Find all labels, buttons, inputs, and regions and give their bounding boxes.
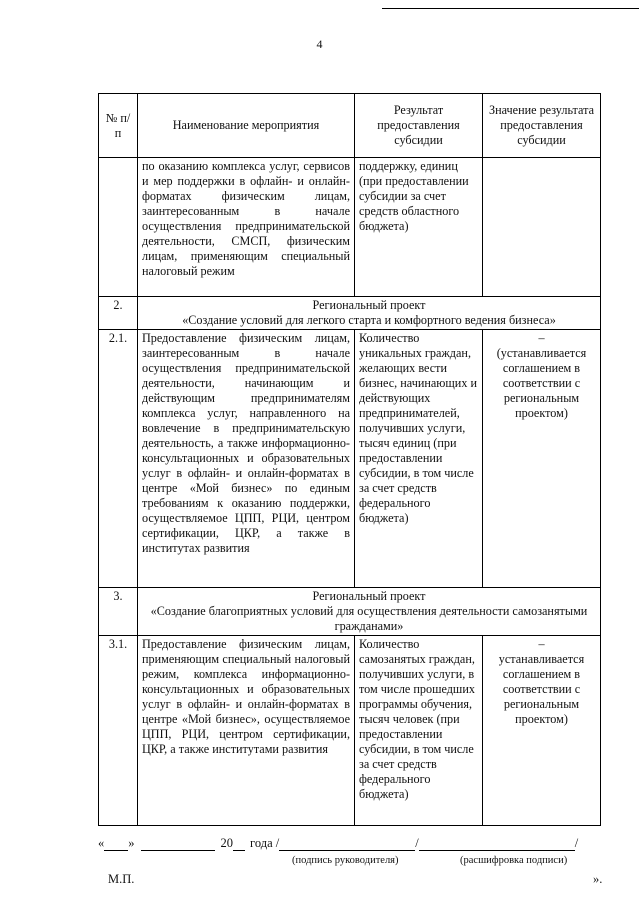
cell-value: [483, 158, 601, 297]
month-blank[interactable]: [141, 838, 215, 851]
section-num: 2.: [99, 297, 138, 330]
name-decoding-blank[interactable]: [419, 838, 575, 851]
value-dash: –: [538, 637, 545, 651]
section-title: Региональный проект: [312, 298, 426, 312]
section-subtitle: «Создание благоприятных условий для осуществления деятельности самозанятыми гражданами»: [150, 604, 588, 633]
page-number: 4: [316, 37, 323, 51]
section-heading: [138, 297, 601, 330]
slash: /: [415, 836, 419, 850]
top-rule: [382, 8, 639, 9]
cell-result: поддержку, единиц (при предоставлении субсидии за счет средств областного бюджета): [355, 158, 483, 297]
year-suffix: года /: [250, 836, 280, 850]
header-result: Результат предоставления субсидии: [355, 94, 483, 158]
value-dash: –: [538, 331, 545, 345]
slash: /: [574, 836, 579, 850]
year-blank[interactable]: [233, 838, 245, 851]
open-quote: «: [98, 836, 105, 850]
year-prefix: 20: [220, 836, 233, 850]
header-value: Значение результата предоставления субсидии: [483, 94, 601, 158]
cell-name: Предоставление физическим лицам, заинтересованным в начале осуществления предпринимательской деятельности, начинающим и действующим предпринимателям комплекса услуг, направленного на вовлечение в предпринимательскую деятельность, а также информационно-консультационных и образовательных услуг в офлайн- и онлайн-форматах в центре «Мой бизнес» по единым требованиям к оказанию поддержки, осуществляемое ЦПП, РЦИ, центром сертификации, ЦКР, а также в институтах развития: [138, 330, 355, 588]
cell-result: Количество уникальных граждан, желающих вести бизнес, начинающих и действующих предпринимателей, получивших услуги, тысяч единиц (при предоставлении субсидии, в том числе за счет средств федерального бюджета): [355, 330, 483, 588]
table-row-section-3: [99, 588, 601, 636]
close-quote: »: [128, 836, 135, 850]
caption-signature: (подпись руководителя): [292, 855, 399, 866]
cell-value: [483, 330, 601, 588]
cell-num: [99, 158, 138, 297]
header-num: № п/п: [99, 94, 138, 158]
cell-num: 2.1.: [99, 330, 138, 588]
cell-result: Количество самозанятых граждан, получивших услуги, в том числе прошедших программы обучения, тысяч человек (при предоставлении субсидии, в том числе за счет средств федерального бюджета): [355, 636, 483, 826]
caption-decoding: (расшифровка подписи): [460, 855, 568, 866]
section-heading: [138, 588, 601, 636]
table-row-2-1: [99, 330, 601, 588]
cell-num: 3.1.: [99, 636, 138, 826]
value-text: устанавливается соглашением в соответствии с региональным проектом): [498, 652, 585, 726]
cell-name: по оказанию комплекса услуг, сервисов и мер поддержки в офлайн- и онлайн-форматах физическим лицам, заинтересованным в начале осуществления предпринимательской деятельности, СМСП, физическим лицам, применяющим специальный налоговый режим: [138, 158, 355, 297]
subsidy-results-table: [98, 93, 601, 826]
section-subtitle: «Создание условий для легкого старта и комфортного ведения бизнеса»: [182, 313, 556, 327]
cell-name: Предоставление физическим лицам, применяющим специальный налоговый режим, комплекса информационно-консультационных и образовательных услуг в офлайн- и онлайн-форматах в центре «Мой бизнес», осуществляемое ЦПП, РЦИ, центром сертификации, ЦКР, а также институтами развития: [138, 636, 355, 826]
signature-line: [98, 836, 608, 851]
cell-value: [483, 636, 601, 826]
value-text: (устанавливается соглашением в соответствии с региональным проектом): [496, 346, 587, 420]
table-row-continuation: [99, 158, 601, 297]
end-quote: ».: [593, 872, 603, 886]
section-title: Региональный проект: [312, 589, 426, 603]
signature-blank[interactable]: [279, 838, 415, 851]
table-row-section-2: [99, 297, 601, 330]
table-row-3-1: [99, 636, 601, 826]
section-num: 3.: [99, 588, 138, 636]
day-blank[interactable]: [104, 838, 128, 851]
header-name: Наименование мероприятия: [138, 94, 355, 158]
table-header-row: [99, 94, 601, 158]
seal-mark: М.П.: [108, 872, 135, 886]
